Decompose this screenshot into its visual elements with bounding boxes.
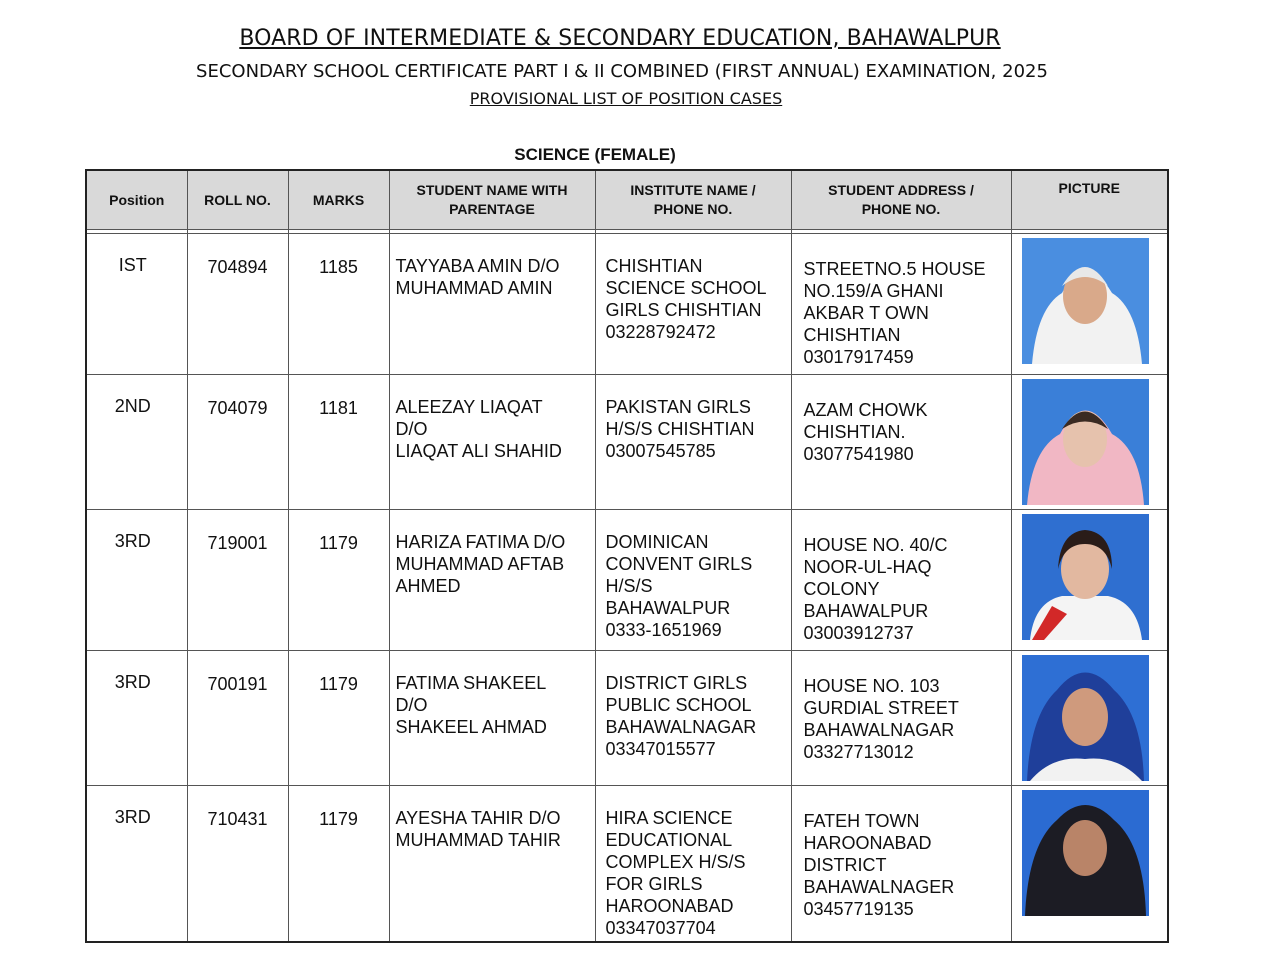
student-address: HOUSE NO. 103 GURDIAL STREET BAHAWALNAGAR 03327713012 (803, 676, 959, 762)
position-value: 3RD (114, 672, 151, 692)
student-address: AZAM CHOWK CHISHTIAN. 03077541980 (803, 400, 928, 464)
table-row (86, 651, 1168, 786)
student-photo (1022, 379, 1149, 505)
table-row (86, 786, 1168, 942)
position-value: IST (118, 255, 147, 275)
roll-no-value: 719001 (207, 533, 268, 553)
student-address: FATEH TOWN HAROONABAD DISTRICT BAHAWALNAGER 03457719135 (803, 811, 955, 919)
institute-info: DOMINICAN CONVENT GIRLS H/S/S BAHAWALPUR 0333-1651969 (605, 532, 753, 640)
header-row (86, 170, 1168, 230)
position-value: 3RD (114, 807, 151, 827)
table-row (86, 375, 1168, 510)
student-name: TAYYABA AMIN D/O MUHAMMAD AMIN (395, 256, 560, 298)
marks-value: 1185 (319, 257, 358, 277)
student-name: FATIMA SHAKEEL D/O SHAKEEL AHMAD (395, 673, 547, 737)
marks-value: 1179 (319, 809, 358, 829)
col-roll-no: ROLL NO. (187, 170, 288, 230)
student-address: STREETNO.5 HOUSE NO.159/A GHANI AKBAR T OWN CHISHTIAN 03017917459 (803, 259, 986, 367)
list-title: PROVISIONAL LIST OF POSITION CASES (469, 89, 783, 108)
col-position: Position (86, 170, 187, 230)
roll-no-value: 704079 (207, 398, 268, 418)
institute-info: CHISHTIAN SCIENCE SCHOOL GIRLS CHISHTIAN 03228792472 (605, 256, 767, 342)
student-photo (1022, 655, 1149, 781)
position-value: 2ND (114, 396, 151, 416)
marks-value: 1181 (319, 398, 358, 418)
student-name: AYESHA TAHIR D/O MUHAMMAD TAHIR (395, 808, 561, 850)
student-photo (1022, 514, 1149, 640)
student-address: HOUSE NO. 40/C NOOR-UL-HAQ COLONY BAHAWALPUR 03003912737 (803, 535, 948, 643)
roll-no-value: 700191 (207, 674, 268, 694)
student-photo (1022, 790, 1149, 916)
student-name: ALEEZAY LIAQAT D/O LIAQAT ALI SHAHID (395, 397, 562, 461)
institute-info: HIRA SCIENCE EDUCATIONAL COMPLEX H/S/S FOR GIRLS HAROONABAD 03347037704 (605, 808, 746, 938)
col-marks: MARKS (288, 170, 389, 230)
col-institute: INSTITUTE NAME / PHONE NO. (595, 170, 791, 230)
marks-value: 1179 (319, 674, 358, 694)
col-picture: PICTURE (1011, 170, 1168, 230)
section-heading: SCIENCE (FEMALE) (514, 145, 676, 164)
position-table (85, 169, 1169, 943)
table-row (86, 234, 1168, 375)
roll-no-value: 704894 (207, 257, 268, 277)
institute-info: DISTRICT GIRLS PUBLIC SCHOOL BAHAWALNAGAR 03347015577 (605, 673, 757, 759)
student-name: HARIZA FATIMA D/O MUHAMMAD AFTAB AHMED (395, 532, 566, 596)
table-row (86, 510, 1168, 651)
position-value: 3RD (114, 531, 151, 551)
col-address: STUDENT ADDRESS / PHONE NO. (791, 170, 1011, 230)
col-student-name: STUDENT NAME WITH PARENTAGE (389, 170, 595, 230)
marks-value: 1179 (319, 533, 358, 553)
exam-subtitle: SECONDARY SCHOOL CERTIFICATE PART I & II COMBINED (FIRST ANNUAL) EXAMINATION, 2025 (196, 61, 1048, 82)
board-title: BOARD OF INTERMEDIATE & SECONDARY EDUCATION, BAHAWALPUR (239, 26, 1001, 51)
student-photo (1022, 238, 1149, 364)
roll-no-value: 710431 (207, 809, 268, 829)
institute-info: PAKISTAN GIRLS H/S/S CHISHTIAN 03007545785 (605, 397, 755, 461)
